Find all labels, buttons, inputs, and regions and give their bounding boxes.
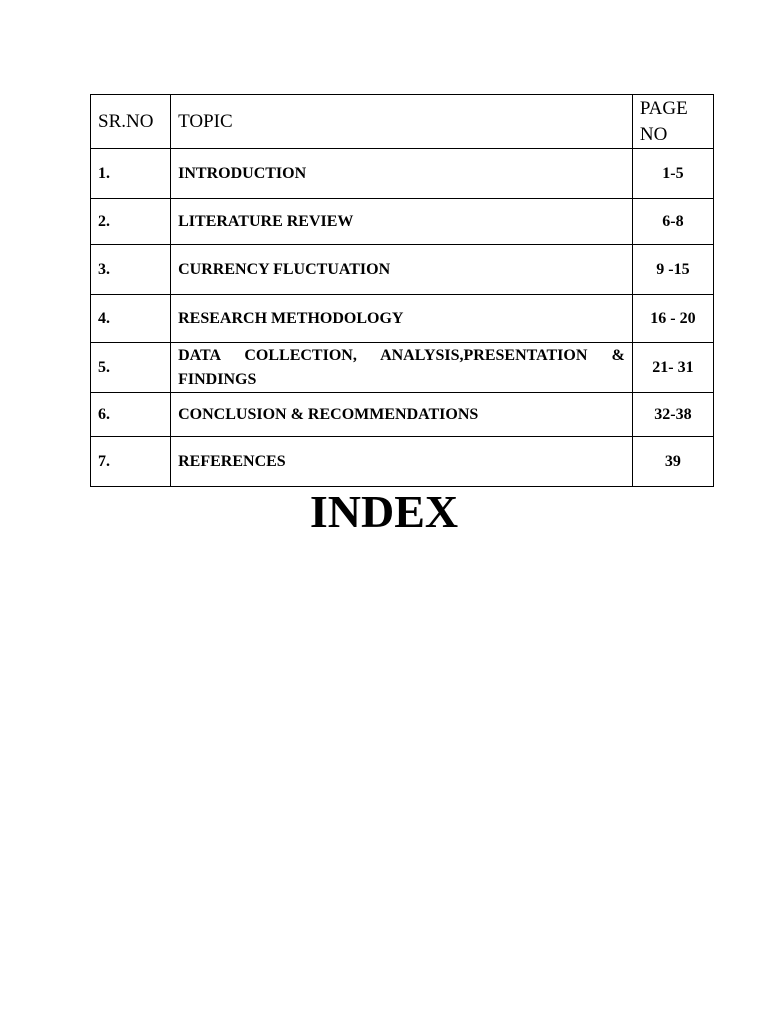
table-row <box>91 343 714 393</box>
row-sr-no: 1. <box>91 149 171 199</box>
row-topic: DATA COLLECTION, ANALYSIS,PRESENTATION & FINDINGS <box>171 343 633 393</box>
row-topic: REFERENCES <box>171 437 633 487</box>
row-pages: 32-38 <box>632 393 713 437</box>
table-row <box>91 245 714 295</box>
row-sr-no: 5. <box>91 343 171 393</box>
table-row <box>91 393 714 437</box>
row-pages: 6-8 <box>632 199 713 245</box>
page-title: INDEX <box>309 486 459 537</box>
row-sr-no: 7. <box>91 437 171 487</box>
row-pages: 21- 31 <box>632 343 713 393</box>
row-sr-no: 6. <box>91 393 171 437</box>
header-topic: TOPIC <box>171 95 633 149</box>
row-sr-no: 3. <box>91 245 171 295</box>
row-pages: 9 -15 <box>632 245 713 295</box>
table-row <box>91 295 714 343</box>
row-pages: 16 - 20 <box>632 295 713 343</box>
row-topic: RESEARCH METHODOLOGY <box>171 295 633 343</box>
table-row <box>91 437 714 487</box>
header-sr-no: SR.NO <box>91 95 171 149</box>
row-topic: INTRODUCTION <box>171 149 633 199</box>
row-topic: CONCLUSION & RECOMMENDATIONS <box>171 393 633 437</box>
table-row <box>91 149 714 199</box>
row-sr-no: 4. <box>91 295 171 343</box>
row-topic: LITERATURE REVIEW <box>171 199 633 245</box>
index-table <box>90 94 714 487</box>
row-pages: 1-5 <box>632 149 713 199</box>
header-page-no: PAGE NO <box>632 95 713 149</box>
row-pages: 39 <box>632 437 713 487</box>
row-sr-no: 2. <box>91 199 171 245</box>
table-row <box>91 199 714 245</box>
row-topic: CURRENCY FLUCTUATION <box>171 245 633 295</box>
table-header-row <box>91 95 714 149</box>
